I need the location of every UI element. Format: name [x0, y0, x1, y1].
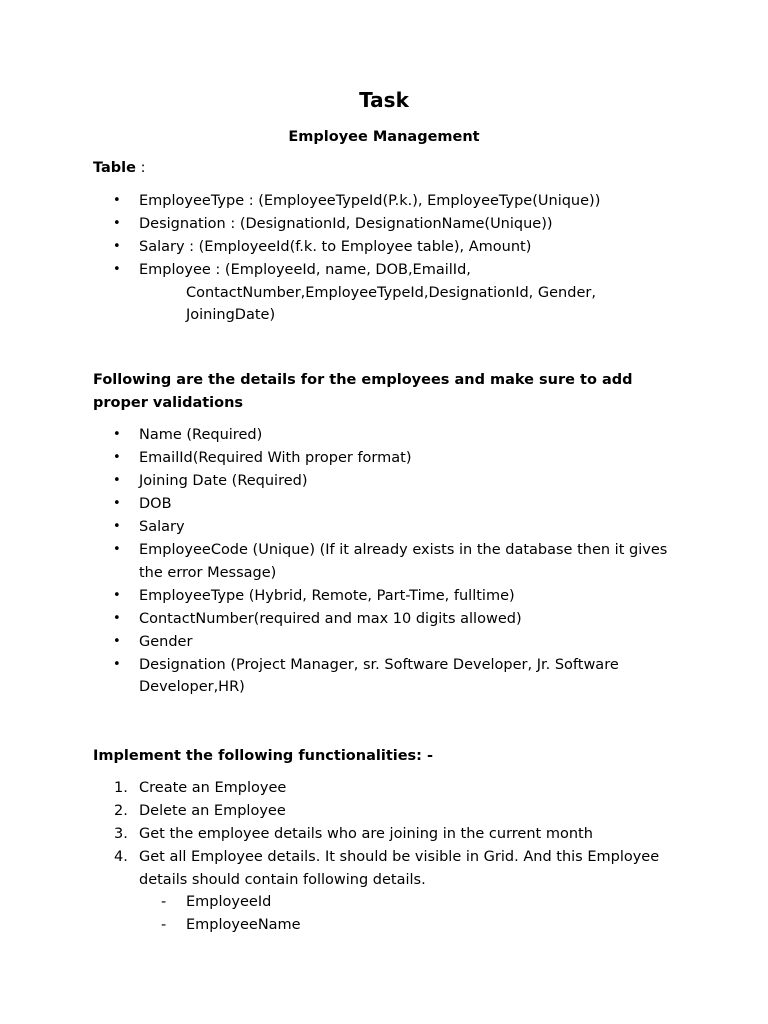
- bullet-icon: •: [113, 496, 121, 511]
- functionalities-heading: Implement the following functionalities: -: [93, 748, 434, 764]
- sub-list-item: [139, 914, 673, 937]
- list-item: [93, 236, 673, 259]
- list-item-text: Get the employee details who are joining in the current month: [139, 826, 593, 842]
- bullet-icon: •: [113, 587, 121, 603]
- list-item: [93, 846, 673, 937]
- sub-list-item-text: EmployeeName: [186, 917, 301, 933]
- list-item-text: EmployeeType : (EmployeeTypeId(P.k.), EmployeeType(Unique)): [139, 193, 601, 209]
- dash-icon: -: [161, 917, 167, 933]
- bullet-icon: •: [113, 216, 121, 231]
- list-item: [93, 470, 673, 493]
- list-item-continuation: ContactNumber,EmployeeTypeId,DesignationId, Gender,: [186, 284, 596, 301]
- sub-list-item-text: EmployeeId: [186, 894, 272, 910]
- list-item-text: Name (Required): [139, 427, 263, 443]
- bullet-icon: •: [113, 450, 121, 465]
- list-item: [93, 631, 673, 654]
- details-heading: Following are the details for the employees and make sure to add proper validations: [93, 372, 633, 411]
- list-item: [93, 516, 673, 539]
- list-item: [93, 213, 673, 236]
- list-item-text: Delete an Employee: [139, 803, 286, 819]
- bullet-icon: •: [113, 427, 121, 442]
- sub-list-item: [139, 891, 673, 914]
- list-item: [93, 777, 673, 800]
- list-item-text: Gender: [139, 633, 193, 650]
- list-item: [93, 190, 673, 213]
- list-number: 2.: [114, 803, 128, 819]
- list-item-text: Designation : (DesignationId, DesignationName(Unique)): [139, 216, 553, 232]
- list-item-text: ContactNumber(required and max 10 digits allowed): [139, 610, 522, 627]
- list-item-text: Designation (Project Manager, sr. Software Developer, Jr. Software Developer,HR): [139, 656, 619, 695]
- bullet-icon: •: [113, 633, 121, 649]
- functionalities-list: [93, 777, 673, 937]
- document-title: Task: [359, 88, 409, 112]
- table-label-colon: :: [136, 160, 146, 176]
- list-number: 1.: [114, 780, 128, 796]
- list-item-text: DOB: [139, 496, 172, 512]
- list-item-text: Joining Date (Required): [139, 473, 308, 489]
- list-item: [93, 493, 673, 516]
- list-item-text: EmployeeType (Hybrid, Remote, Part-Time, fulltime): [139, 587, 515, 604]
- list-item-text: EmployeeCode (Unique) (If it already exists in the database then it gives the error Message): [139, 542, 668, 581]
- table-list: [93, 190, 673, 327]
- bullet-icon: •: [113, 262, 121, 277]
- dash-icon: -: [161, 894, 167, 910]
- list-item: [93, 608, 673, 631]
- list-item-text: Create an Employee: [139, 780, 287, 796]
- sub-list: [139, 891, 673, 937]
- list-item-text: Salary: [139, 519, 185, 535]
- table-label-bold: Table: [93, 160, 136, 176]
- document-subtitle: Employee Management: [288, 129, 480, 145]
- table-section-label: [93, 157, 146, 180]
- list-item-continuation: JoiningDate): [186, 307, 276, 323]
- bullet-icon: •: [113, 656, 121, 672]
- list-item-text: EmailId(Required With proper format): [139, 450, 412, 466]
- list-item-text: Get all Employee details. It should be visible in Grid. And this Employee details should contain following details.: [139, 849, 660, 888]
- list-number: 4.: [114, 849, 128, 865]
- list-item: [93, 654, 673, 699]
- list-item-text: Employee : (EmployeeId, name, DOB,EmailId,: [139, 262, 471, 278]
- bullet-icon: •: [113, 519, 121, 534]
- list-item-text: Salary : (EmployeeId(f.k. to Employee table), Amount): [139, 239, 532, 255]
- bullet-icon: •: [113, 610, 121, 626]
- list-number: 3.: [114, 826, 128, 842]
- list-item: [93, 823, 673, 846]
- list-item: [93, 585, 673, 608]
- list-item: [93, 259, 673, 327]
- list-item: [93, 424, 673, 447]
- list-item: [93, 800, 673, 823]
- bullet-icon: •: [113, 542, 121, 557]
- bullet-icon: •: [113, 193, 121, 208]
- bullet-icon: •: [113, 473, 121, 488]
- list-item: [93, 447, 673, 470]
- list-item: [93, 539, 673, 584]
- details-list: [93, 424, 673, 699]
- bullet-icon: •: [113, 239, 121, 254]
